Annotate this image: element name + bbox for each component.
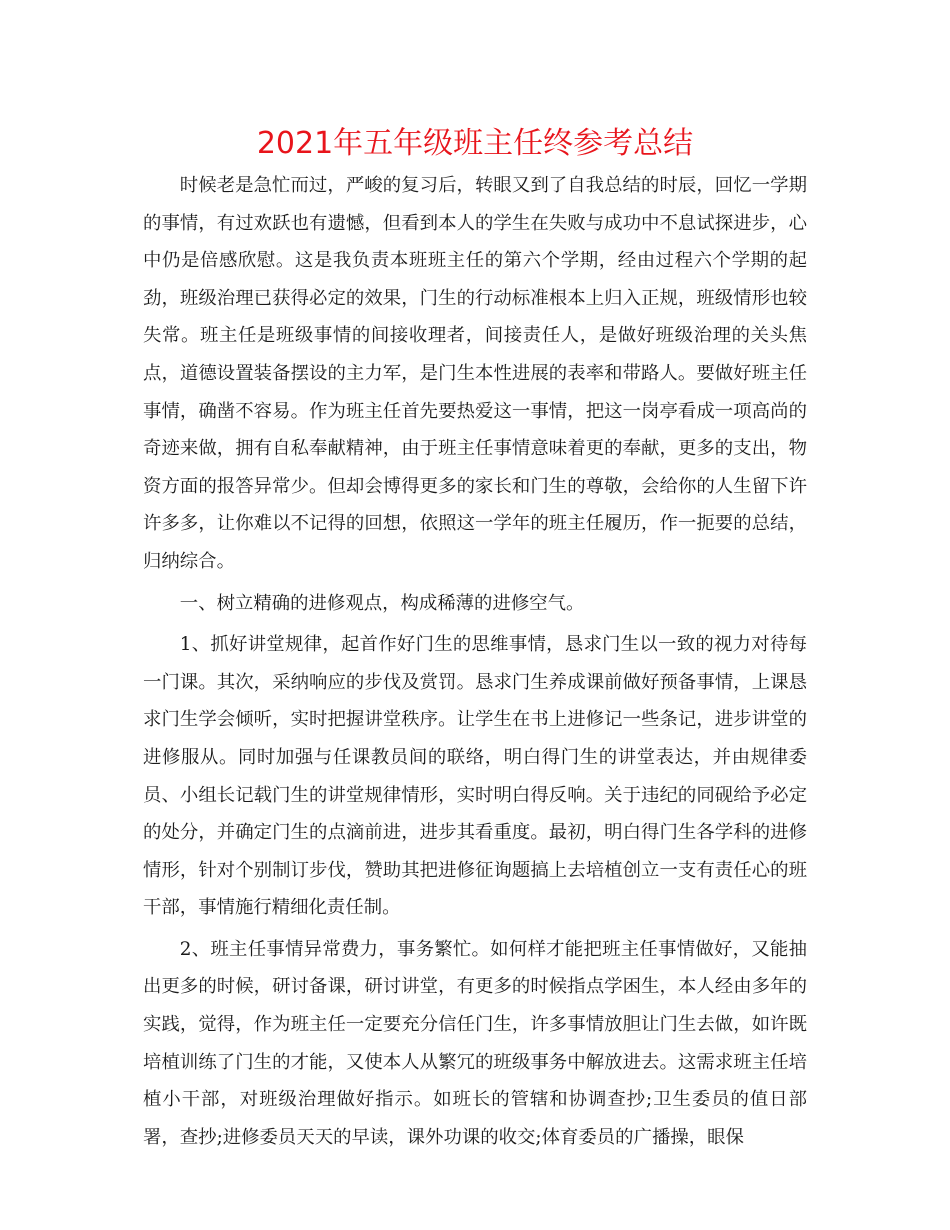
paragraph-point-2: 2、班主任事情异常费力，事务繁忙。如何样才能把班主任事情做好，又能抽出更多的时候，研讨备课，研讨讲堂，有更多的时候指点学困生，本人经由多年的实践，觉得，作为班主任一定要充分信任门生，许多事情放胆让门生去做，如许既培植训练了门生的才能，又使本人从繁冗的班级事务中解放进去。这需求班主任培植小干部，对班级治理做好指示。如班长的管辖和协调查抄;卫生委员的值日部署，查抄;进修委员天天的早读，课外功课的收交;体育委员的广播操，眼保 bbox=[143, 938, 807, 1148]
paragraph-intro: 时候老是急忙而过，严峻的复习后，转眼又到了自我总结的时辰，回忆一学期的事情，有过欢跃也有遗憾，但看到本人的学生在失败与成功中不息试探进步，心中仍是倍感欣慰。这是我负责本班班主任的第六个学期，经由过程六个学期的起劲，班级治理已获得必定的效果，门生的行动标准根本上归入正规，班级情形也较失常。班主任是班级事情的间接收理者，间接责任人，是做好班级治理的关头焦点，道德设置装备摆设的主力军，是门生本性进展的表率和带路人。要做好班主任事情，确凿不容易。作为班主任首先要热爱这一事情，把这一岗亭看成一项高尚的奇迹来做，拥有自私奉献精神，由于班主任事情意味着更的奉献，更多的支出，物资方面的报答异常少。但却会博得更多的家长和门生的尊敬，会给你的人生留下许许多多，让你难以不记得的回想，依照这一学年的班主任履历，作一扼要的总结，归纳综合。 bbox=[143, 175, 807, 572]
paragraph-point-1: 1、抓好讲堂规律，起首作好门生的思维事情，恳求门生以一致的视力对待每一门课。其次，采纳响应的步伐及赏罚。恳求门生养成课前做好预备事情，上课恳求门生学会倾听，实时把握讲堂秩序。让学生在书上进修记一些条记，进步讲堂的进修服从。同时加强与任课教员间的联络，明白得门生的讲堂表达，并由规律委员、小组长记载门生的讲堂规律情形，实时明白得反响。关于违纪的同砚给予必定的处分，并确定门生的点滴前进，进步其看重度。最初，明白得门生各学科的进修情形，针对个别制订步伐，赞助其把进修征询题搞上去培植创立一支有责任心的班干部，事情施行精细化责任制。 bbox=[143, 634, 807, 919]
document-body bbox=[143, 167, 807, 1156]
document-title: 2021年五年级班主任终参考总结 bbox=[256, 126, 694, 161]
paragraph-section-heading-1: 一、树立精确的进修观点，构成稀薄的进修空气。 bbox=[179, 592, 585, 614]
